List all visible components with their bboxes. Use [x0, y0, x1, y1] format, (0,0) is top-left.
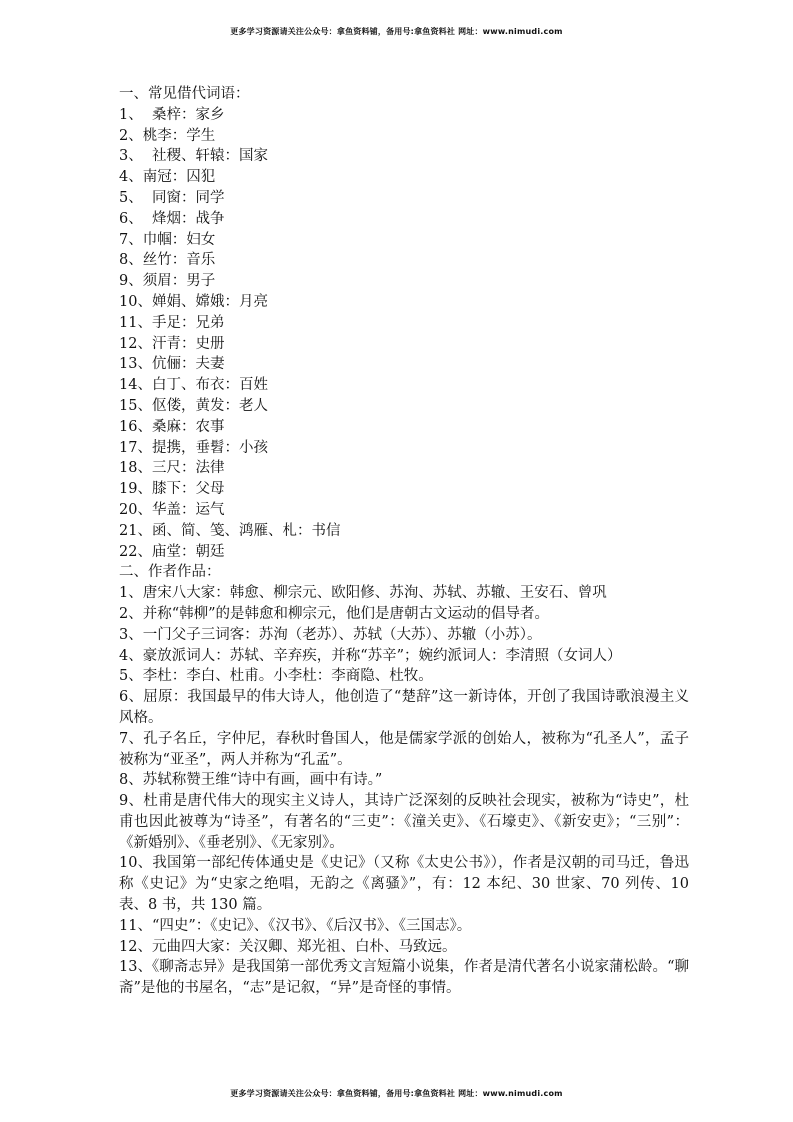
- list-item: 11、手足：兄弟: [119, 314, 225, 331]
- list-item: 2、桃李：学生: [119, 127, 216, 144]
- authors-works-list: [119, 583, 689, 999]
- list-item: 9、须眉：男子: [119, 273, 216, 290]
- list-item: 13、伉俪：夫妻: [119, 356, 225, 373]
- list-item: 18、三尺：法律: [119, 460, 225, 477]
- list-item: 14、白丁、布衣：百姓: [119, 377, 268, 394]
- list-item: 11、“四史”：《史记》、《汉书》、《后汉书》、《三国志》。: [119, 917, 472, 934]
- list-item: 22、庙堂：朝廷: [119, 543, 225, 560]
- list-item: 9、杜甫是唐代伟大的现实主义诗人，其诗广泛深刻的反映社会现实，被称为“诗史”，杜甫也因此被尊为“诗圣”，有著名的“三吏”：《潼关吏》、《石壕吏》、《新安吏》；“三别”：《新婚别》、《垂老别》、《无家别》。: [119, 793, 689, 851]
- list-item: 2、并称“韩柳”的是韩愈和柳宗元，他们是唐朝古文运动的倡导者。: [119, 605, 550, 622]
- list-item: 20、华盖：运气: [119, 501, 225, 518]
- list-item: 7、孔子名丘，字仲尼，春秋时鲁国人，他是儒家学派的创始人，被称为“孔圣人”，孟子被称为“亚圣”，两人并称为“孔孟”。: [119, 730, 689, 768]
- list-item: 3、一门父子三词客：苏洵（老苏）、苏轼（大苏）、苏辙（小苏）。: [119, 626, 542, 643]
- section-heading-authors-works: 二、作者作品：: [119, 564, 221, 581]
- list-item: 17、提携，垂髫：小孩: [119, 439, 268, 456]
- section-heading-metonymy: 一、常见借代词语：: [119, 86, 250, 102]
- list-item: 8、苏轼称赞王维“诗中有画，画中有诗。”: [119, 772, 383, 789]
- list-item: 1、唐宋八大家：韩愈、柳宗元、欧阳修、苏洵、苏轼、苏辙、王安石、曾巩: [119, 585, 607, 602]
- list-item: 6、屈原：我国最早的伟大诗人，他创造了“楚辞”这一新诗体，开创了我国诗歌浪漫主义风格。: [119, 689, 689, 726]
- list-item: 3、 社稷、轩辕：国家: [119, 148, 268, 165]
- list-item: 12、元曲四大家：关汉卿、郑光祖、白朴、马致远。: [119, 938, 457, 955]
- list-item: 4、南冠：囚犯: [119, 169, 216, 186]
- page-footer-banner: 更多学习资源请关注公众号：拿鱼资料铺，备用号:拿鱼资料社 网址：www.nimudi.com: [230, 1089, 563, 1098]
- list-item: 12、汗青：史册: [119, 335, 225, 352]
- list-item: 4、豪放派词人：苏轼、辛弃疾，并称“苏辛”；婉约派词人：李清照（女词人）: [119, 647, 622, 664]
- list-item: 16、桑麻：农事: [119, 418, 225, 435]
- list-item: 13、《聊斋志异》是我国第一部优秀文言短篇小说集，作者是清代著名小说家蒲松龄。“聊斋”是他的书屋名，“志”是记叙，“异”是奇怪的事情。: [119, 959, 689, 997]
- list-item: 5、李杜：李白、杜甫。小李杜：李商隐、杜牧。: [119, 668, 433, 685]
- list-item: 6、 烽烟：战争: [119, 210, 225, 227]
- list-item: 7、巾帼：妇女: [119, 231, 216, 248]
- list-item: 21、函、简、笺、鸿雁、札：书信: [119, 522, 341, 539]
- list-item: 5、 同窗：同学: [119, 189, 225, 206]
- list-item: 15、伛偻，黄发：老人: [119, 397, 268, 414]
- list-item: 10、我国第一部纪传体通史是《史记》（又称《太史公书》），作者是汉朝的司马迁，鲁迅称《史记》为“史家之绝唱，无韵之《离骚》”，有：12 本纪、30 世家、70 列传、10 表、8 书，共 130 篇。: [119, 855, 689, 914]
- list-item: 8、丝竹：音乐: [119, 252, 216, 269]
- list-item: 10、婵娟、嫦娥：月亮: [119, 293, 268, 310]
- list-item: 1、 桑梓：家乡: [119, 106, 225, 123]
- list-item: 19、膝下：父母: [119, 481, 225, 498]
- document-body: [119, 84, 689, 999]
- metonymy-list: [119, 105, 689, 563]
- page-header-banner: 更多学习资源请关注公众号：拿鱼资料铺，备用号:拿鱼资料社 网址：www.nimudi.com: [230, 27, 563, 36]
